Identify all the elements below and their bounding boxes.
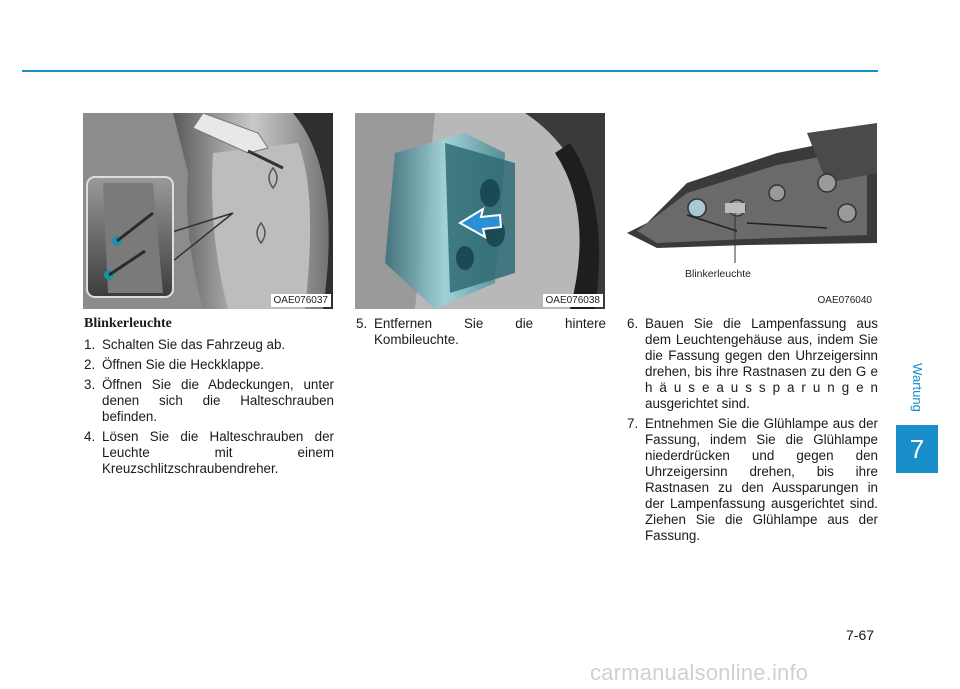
chapter-label [896,353,938,421]
step-text: Schalten Sie das Fahrzeug ab. [102,337,286,352]
header-rule [22,70,878,72]
figure-callout: Blinkerleuchte [685,268,751,280]
figure-tailgate-screws [83,113,333,309]
step-text: Entfernen Sie die hintere Kombileuchte. [374,316,606,347]
step-number: 4. [84,429,96,444]
step-text: Entnehmen Sie die Glühlampe aus der Fassung, indem Sie die Glühlampe niederdrücken und gegen den Uhrzeigersinn drehen, bis ihre Rastnasen zu den Aussparungen in der Lampenfassung ausgerichtet sind. Ziehen Sie die Glühlampe aus der Fassung. [645,416,878,543]
figure-code: OAE076037 [271,294,332,307]
column-1 [84,316,334,481]
step-item [84,337,334,353]
figure-rear-lamp-removal [355,113,605,309]
step-item [84,429,334,477]
step-number: 2. [84,357,96,372]
rear-combination-lamp-illustration [355,113,605,309]
chapter-number: 7 [896,425,938,473]
lamp-housing-illustration [627,113,877,309]
step-text: Öffnen Sie die Abdeckungen, unter denen sich die Halteschrauben befinden. [102,377,334,424]
step-item [356,316,606,348]
chapter-label-text: Wartung [909,362,925,412]
column-2 [356,316,606,352]
watermark: carmanualsonline.info [590,660,809,685]
figure-code: OAE076038 [543,294,604,307]
step-item [627,316,878,412]
section-heading: Blinkerleuchte [84,316,172,331]
step-number: 6. [627,316,639,331]
step-text: Bauen Sie die Lampenfassung aus dem Leuchtengehäuse aus, indem Sie die Fassung gegen den Uhrzeigersinn drehen, bis ihre Rastnasen zu den G e h ä u s e a u s s p a r u n g e n ausgerichtet sind. [645,316,878,411]
step-item [84,377,334,425]
step-number: 7. [627,416,639,431]
figure-code: OAE076040 [815,294,876,307]
step-number: 5. [356,316,368,331]
tailgate-illustration [83,113,333,309]
figure-lamp-housing [627,113,877,309]
step-number: 3. [84,377,96,392]
step-text: Öffnen Sie die Heckklappe. [102,357,265,372]
step-item [84,357,334,373]
column-3 [627,316,878,548]
step-item [627,416,878,544]
step-text: Lösen Sie die Halteschrauben der Leuchte mit einem Kreuzschlitzschraubendreher. [102,429,334,476]
chapter-side-tab [896,353,938,473]
step-number: 1. [84,337,96,352]
page-number: 7-67 [846,627,875,643]
